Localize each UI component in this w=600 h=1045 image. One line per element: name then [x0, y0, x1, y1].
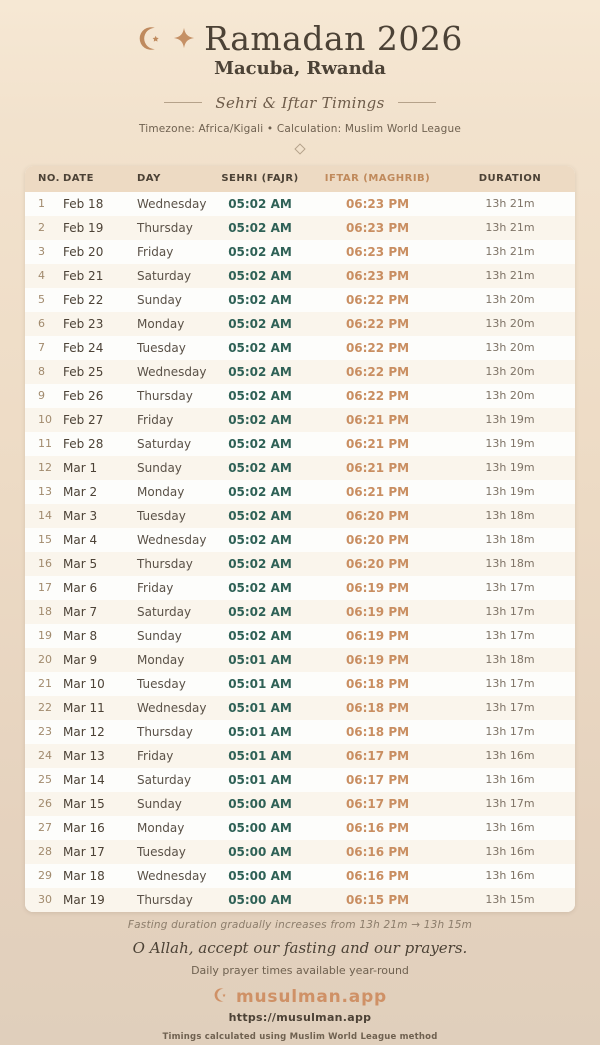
cell-day: Thursday [137, 220, 193, 235]
cell-sehri-time: 05:01 AM [228, 772, 292, 787]
cell-sehri-time: 05:02 AM [228, 484, 292, 499]
cell-no: 26 [38, 797, 52, 811]
cell-duration: 13h 21m [485, 197, 535, 211]
cell-sehri-time: 05:02 AM [228, 436, 292, 451]
col-header-iftar: IFTAR (MAGHRIB) [324, 173, 431, 185]
cell-iftar-time: 06:23 PM [345, 244, 410, 259]
cell-sehri-time: 05:02 AM [228, 196, 292, 211]
cell-sehri-time: 05:02 AM [228, 316, 292, 331]
cell-sehri-time: 05:01 AM [228, 676, 292, 691]
cell-day: Saturday [137, 436, 192, 451]
cell-date: Mar 4 [63, 532, 98, 547]
cell-sehri-time: 05:02 AM [228, 340, 292, 355]
cell-sehri-time: 05:02 AM [228, 580, 292, 595]
cell-no: 3 [38, 245, 45, 259]
cell-day: Monday [137, 820, 185, 835]
col-header-date: DATE [63, 173, 94, 185]
table-row [25, 696, 575, 720]
cell-sehri-time: 05:00 AM [228, 820, 292, 835]
cell-day: Wednesday [137, 364, 207, 379]
cell-sehri-time: 05:01 AM [228, 700, 292, 715]
cell-day: Tuesday [137, 844, 186, 859]
cell-sehri-time: 05:02 AM [228, 292, 292, 307]
table-row [25, 552, 575, 576]
cell-date: Mar 14 [63, 772, 105, 787]
cell-no: 16 [38, 557, 52, 571]
cell-day: Sunday [137, 460, 182, 475]
cell-iftar-time: 06:22 PM [345, 364, 410, 379]
cell-date: Feb 18 [63, 196, 104, 211]
brand-crescent-icon [213, 987, 229, 1007]
cell-sehri-time: 05:02 AM [228, 628, 292, 643]
cell-date: Mar 17 [63, 844, 105, 859]
divider-line-right [398, 102, 436, 103]
divider-line-left [164, 102, 202, 103]
cell-sehri-time: 05:00 AM [228, 892, 292, 907]
cell-no: 17 [38, 581, 52, 595]
cell-no: 11 [38, 437, 52, 451]
table-row [25, 840, 575, 864]
cell-day: Monday [137, 316, 185, 331]
cell-duration: 13h 17m [485, 797, 535, 811]
table-row [25, 624, 575, 648]
table-row [25, 792, 575, 816]
cell-iftar-time: 06:21 PM [345, 436, 410, 451]
timetable [25, 166, 575, 912]
cell-iftar-time: 06:22 PM [345, 316, 410, 331]
cell-date: Feb 27 [63, 412, 104, 427]
cell-date: Feb 22 [63, 292, 104, 307]
cell-duration: 13h 20m [485, 389, 535, 403]
cell-iftar-time: 06:18 PM [345, 724, 410, 739]
cell-duration: 13h 17m [485, 677, 535, 691]
cell-date: Mar 19 [63, 892, 105, 907]
cell-sehri-time: 05:00 AM [228, 844, 292, 859]
cell-date: Feb 24 [63, 340, 104, 355]
table-row [25, 480, 575, 504]
cell-day: Wednesday [137, 700, 207, 715]
location-title: Macuba, Rwanda [214, 58, 386, 79]
cell-sehri-time: 05:02 AM [228, 388, 292, 403]
cell-iftar-time: 06:19 PM [345, 628, 410, 643]
cell-no: 30 [38, 893, 52, 907]
table-row [25, 432, 575, 456]
col-header-day: DAY [137, 173, 161, 185]
footer [0, 919, 600, 1042]
cell-date: Mar 5 [63, 556, 98, 571]
page-title: Ramadan 2026 [204, 18, 463, 58]
cell-date: Feb 23 [63, 316, 104, 331]
table-row [25, 216, 575, 240]
cell-date: Mar 6 [63, 580, 98, 595]
timetable-header [25, 166, 575, 192]
cell-iftar-time: 06:16 PM [345, 844, 410, 859]
subtitle: Sehri & Iftar Timings [215, 93, 385, 112]
cell-sehri-time: 05:02 AM [228, 556, 292, 571]
cell-duration: 13h 18m [485, 557, 535, 571]
cell-no: 12 [38, 461, 52, 475]
cell-day: Sunday [137, 796, 182, 811]
cell-date: Mar 2 [63, 484, 98, 499]
cell-date: Mar 12 [63, 724, 105, 739]
cell-day: Saturday [137, 604, 192, 619]
brand-row[interactable] [0, 987, 600, 1007]
cell-iftar-time: 06:20 PM [345, 556, 410, 571]
cell-iftar-time: 06:23 PM [345, 196, 410, 211]
cell-duration: 13h 20m [485, 317, 535, 331]
table-row [25, 504, 575, 528]
cell-iftar-time: 06:16 PM [345, 868, 410, 883]
cell-duration: 13h 15m [485, 893, 535, 907]
cell-no: 20 [38, 653, 52, 667]
crescent-moon-star-icon [137, 25, 164, 52]
cell-sehri-time: 05:02 AM [228, 364, 292, 379]
cell-iftar-time: 06:22 PM [345, 340, 410, 355]
cell-no: 10 [38, 413, 52, 427]
col-header-no: NO. [38, 173, 60, 185]
table-row [25, 672, 575, 696]
cell-sehri-time: 05:01 AM [228, 724, 292, 739]
cell-iftar-time: 06:19 PM [345, 580, 410, 595]
cell-date: Mar 18 [63, 868, 105, 883]
cell-duration: 13h 17m [485, 629, 535, 643]
cell-duration: 13h 16m [485, 773, 535, 787]
table-row [25, 312, 575, 336]
cell-iftar-time: 06:17 PM [345, 772, 410, 787]
table-row [25, 648, 575, 672]
cell-no: 18 [38, 605, 52, 619]
table-row [25, 264, 575, 288]
cell-no: 23 [38, 725, 52, 739]
cell-duration: 13h 21m [485, 245, 535, 259]
cell-no: 29 [38, 869, 52, 883]
cell-no: 7 [38, 341, 45, 355]
cell-day: Tuesday [137, 676, 186, 691]
brand-name[interactable]: musulman.app [235, 986, 388, 1007]
table-row [25, 888, 575, 912]
cell-sehri-time: 05:02 AM [228, 460, 292, 475]
cell-duration: 13h 17m [485, 701, 535, 715]
cell-duration: 13h 20m [485, 293, 535, 307]
cell-duration: 13h 18m [485, 653, 535, 667]
cell-day: Thursday [137, 556, 193, 571]
cell-iftar-time: 06:19 PM [345, 652, 410, 667]
cell-date: Mar 13 [63, 748, 105, 763]
cell-day: Tuesday [137, 508, 186, 523]
header [0, 0, 600, 153]
cell-sehri-time: 05:00 AM [228, 868, 292, 883]
calculation-method-note: Timings calculated using Muslim World League method [162, 1031, 438, 1042]
timezone-calculation-meta: Timezone: Africa/Kigali • Calculation: Muslim World League [138, 122, 462, 135]
cell-day: Wednesday [137, 196, 207, 211]
table-row [25, 600, 575, 624]
cell-day: Thursday [137, 388, 193, 403]
diamond-ornament [0, 145, 600, 153]
cell-date: Feb 20 [63, 244, 104, 259]
title-row [0, 18, 600, 58]
cell-duration: 13h 16m [485, 749, 535, 763]
cell-sehri-time: 05:01 AM [228, 652, 292, 667]
availability-note: Daily prayer times available year-round [191, 963, 409, 977]
cell-duration: 13h 18m [485, 509, 535, 523]
cell-day: Sunday [137, 292, 182, 307]
cell-day: Saturday [137, 772, 192, 787]
cell-day: Saturday [137, 268, 192, 283]
table-row [25, 240, 575, 264]
cell-iftar-time: 06:19 PM [345, 604, 410, 619]
cell-sehri-time: 05:02 AM [228, 532, 292, 547]
cell-no: 1 [38, 197, 45, 211]
cell-iftar-time: 06:18 PM [345, 700, 410, 715]
fasting-duration-note: Fasting duration gradually increases from 13h 21m → 13h 15m [127, 918, 473, 931]
cell-iftar-time: 06:21 PM [345, 484, 410, 499]
cell-iftar-time: 06:21 PM [345, 460, 410, 475]
cell-day: Sunday [137, 628, 182, 643]
cell-duration: 13h 19m [485, 413, 535, 427]
cell-duration: 13h 19m [485, 437, 535, 451]
cell-no: 28 [38, 845, 52, 859]
cell-day: Monday [137, 652, 185, 667]
cell-date: Mar 11 [63, 700, 105, 715]
cell-iftar-time: 06:20 PM [345, 508, 410, 523]
table-row [25, 288, 575, 312]
cell-date: Mar 9 [63, 652, 98, 667]
cell-duration: 13h 19m [485, 461, 535, 475]
cell-iftar-time: 06:15 PM [345, 892, 410, 907]
cell-date: Mar 1 [63, 460, 98, 475]
timetable-card [25, 166, 575, 912]
cell-no: 2 [38, 221, 45, 235]
cell-day: Friday [137, 580, 174, 595]
cell-sehri-time: 05:02 AM [228, 604, 292, 619]
cell-date: Feb 28 [63, 436, 104, 451]
cell-no: 8 [38, 365, 45, 379]
cell-no: 22 [38, 701, 52, 715]
table-row [25, 336, 575, 360]
cell-day: Thursday [137, 724, 193, 739]
brand-url[interactable]: https://musulman.app [228, 1010, 372, 1024]
table-row [25, 744, 575, 768]
cell-sehri-time: 05:02 AM [228, 220, 292, 235]
cell-iftar-time: 06:22 PM [345, 388, 410, 403]
sparkle-icon [173, 27, 195, 49]
cell-no: 24 [38, 749, 52, 763]
cell-iftar-time: 06:17 PM [345, 796, 410, 811]
cell-duration: 13h 16m [485, 821, 535, 835]
cell-no: 13 [38, 485, 52, 499]
cell-no: 4 [38, 269, 45, 283]
cell-date: Mar 7 [63, 604, 98, 619]
col-header-sehri: SEHRI (FAJR) [221, 173, 299, 185]
cell-sehri-time: 05:01 AM [228, 748, 292, 763]
table-row [25, 576, 575, 600]
table-row [25, 864, 575, 888]
table-row [25, 456, 575, 480]
cell-sehri-time: 05:02 AM [228, 412, 292, 427]
cell-duration: 13h 19m [485, 485, 535, 499]
cell-no: 15 [38, 533, 52, 547]
cell-sehri-time: 05:00 AM [228, 796, 292, 811]
cell-date: Feb 19 [63, 220, 104, 235]
cell-no: 25 [38, 773, 52, 787]
cell-no: 19 [38, 629, 52, 643]
cell-day: Friday [137, 748, 174, 763]
table-row [25, 768, 575, 792]
cell-iftar-time: 06:23 PM [345, 220, 410, 235]
cell-date: Mar 16 [63, 820, 105, 835]
cell-sehri-time: 05:02 AM [228, 244, 292, 259]
cell-duration: 13h 17m [485, 605, 535, 619]
cell-date: Feb 26 [63, 388, 104, 403]
cell-duration: 13h 16m [485, 845, 535, 859]
cell-day: Tuesday [137, 340, 186, 355]
cell-date: Mar 15 [63, 796, 105, 811]
col-header-duration: DURATION [478, 173, 542, 185]
table-row [25, 360, 575, 384]
cell-duration: 13h 17m [485, 581, 535, 595]
table-row [25, 192, 575, 216]
cell-day: Wednesday [137, 532, 207, 547]
cell-date: Mar 3 [63, 508, 98, 523]
cell-sehri-time: 05:02 AM [228, 268, 292, 283]
cell-duration: 13h 20m [485, 341, 535, 355]
timetable-body [25, 192, 575, 912]
cell-duration: 13h 21m [485, 269, 535, 283]
cell-iftar-time: 06:21 PM [345, 412, 410, 427]
cell-iftar-time: 06:17 PM [345, 748, 410, 763]
cell-duration: 13h 20m [485, 365, 535, 379]
cell-day: Thursday [137, 892, 193, 907]
cell-iftar-time: 06:23 PM [345, 268, 410, 283]
cell-iftar-time: 06:20 PM [345, 532, 410, 547]
cell-no: 5 [38, 293, 45, 307]
cell-day: Friday [137, 412, 174, 427]
cell-no: 6 [38, 317, 45, 331]
cell-no: 21 [38, 677, 52, 691]
cell-date: Feb 25 [63, 364, 104, 379]
cell-day: Friday [137, 244, 174, 259]
cell-duration: 13h 21m [485, 221, 535, 235]
cell-duration: 13h 18m [485, 533, 535, 547]
table-row [25, 408, 575, 432]
cell-date: Mar 8 [63, 628, 98, 643]
table-row [25, 384, 575, 408]
dua-text: O Allah, accept our fasting and our prayers. [132, 938, 468, 957]
cell-date: Feb 21 [63, 268, 104, 283]
cell-day: Monday [137, 484, 185, 499]
cell-duration: 13h 17m [485, 725, 535, 739]
subtitle-row [0, 94, 600, 112]
table-row [25, 720, 575, 744]
cell-sehri-time: 05:02 AM [228, 508, 292, 523]
cell-no: 14 [38, 509, 52, 523]
table-row [25, 528, 575, 552]
cell-no: 27 [38, 821, 52, 835]
cell-iftar-time: 06:22 PM [345, 292, 410, 307]
cell-day: Wednesday [137, 868, 207, 883]
cell-date: Mar 10 [63, 676, 105, 691]
cell-duration: 13h 16m [485, 869, 535, 883]
cell-no: 9 [38, 389, 45, 403]
table-row [25, 816, 575, 840]
cell-iftar-time: 06:18 PM [345, 676, 410, 691]
cell-iftar-time: 06:16 PM [345, 820, 410, 835]
